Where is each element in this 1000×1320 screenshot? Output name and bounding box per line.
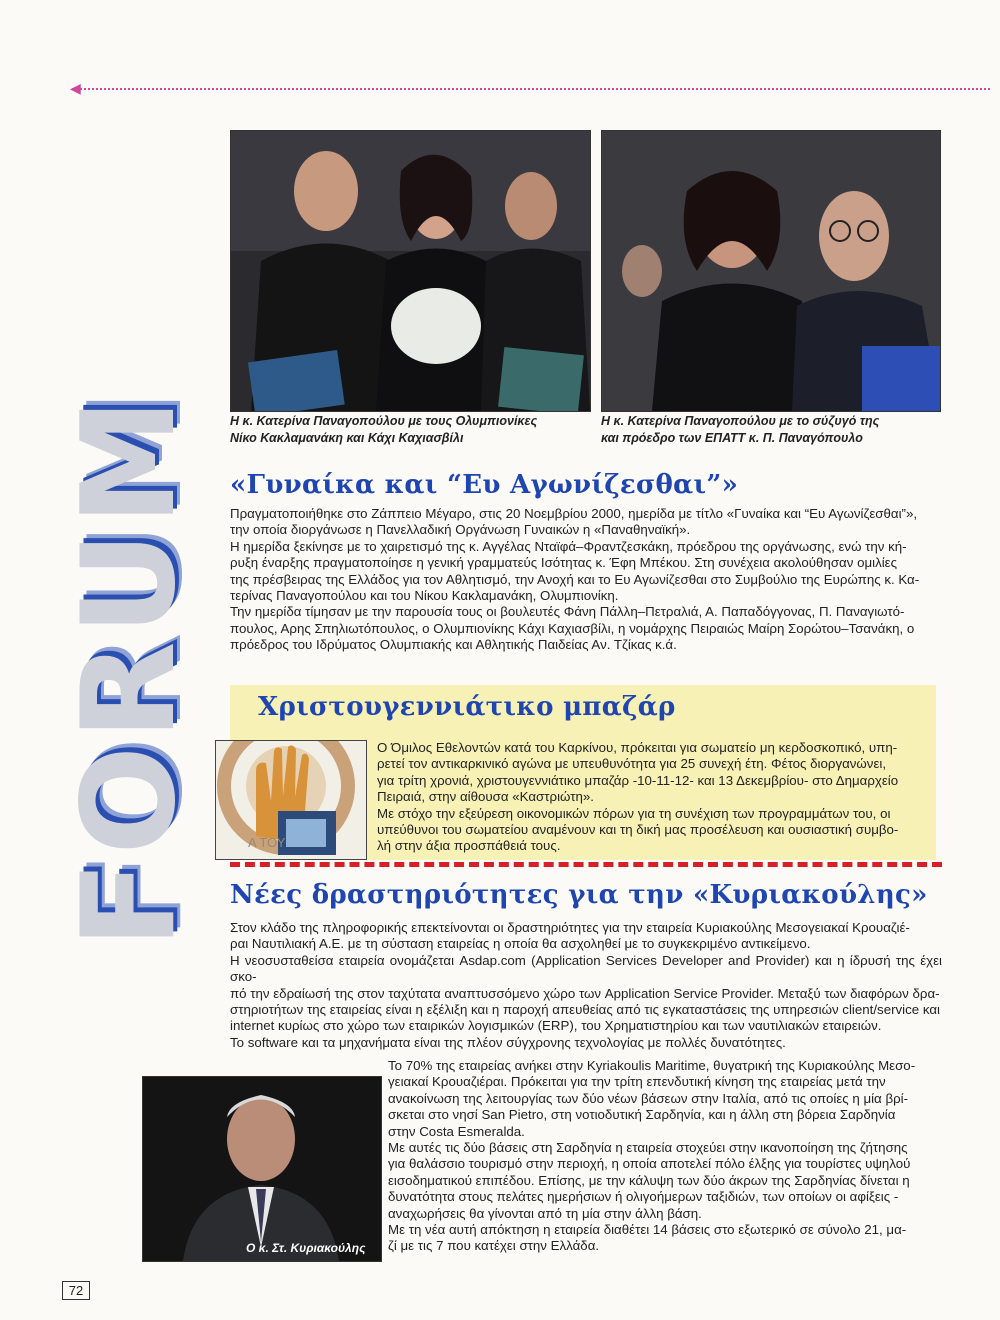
body-line: στην Costa Esmeralda.	[388, 1123, 525, 1139]
body-line: Ο Όμιλος Εθελοντών κατά του Καρκίνου, πρόκειται για σωματείο μη κερδοσκοπικό, υπη-	[377, 740, 898, 755]
body-line: αναχωρήσεις θα γίνονται από τη μία στην άλλη βάση.	[388, 1205, 702, 1221]
body-line: Με τη νέα αυτή απόκτηση η εταιρεία διαθέτει 14 βάσεις στο εξωτερικό σε σύνολο 21, μα-	[388, 1222, 907, 1238]
body-line: Την ημερίδα τίμησαν με την παρουσία τους οι βουλευτές Φάνη Πάλλη–Πετραλιά, Α. Παπαδόγγονας, Π. Παναγιωτό-	[230, 604, 905, 620]
article-3-body-continued	[388, 1058, 942, 1255]
caption-line: Η κ. Κατερίνα Παναγοπούλου με τους Ολυμπιονίκες	[230, 414, 538, 428]
body-line: την οποία διοργάνωσε η Πανελλαδική Οργάνωση Γυναικών η «Παναθηναϊκή».	[230, 522, 691, 538]
body-line: για θαλάσσιο τουρισμό στην περιοχή, η οποία αποτελεί πόλο έλξης για τουρίστες υψηλού	[388, 1156, 911, 1172]
body-line: υπεύθυνοι του σωματείου αναμένουν και τη δική μας προσέλευση και ουσιαστική συμβο-	[377, 822, 899, 838]
body-line: πρόεδρος του Ιδρύματος Ολυμπιακής και Αθλητικής Παιδείας Αν. Τζίκας κ.ά.	[230, 637, 677, 653]
body-line: ραι Ναυτιλιακή Α.Ε. με τη σύσταση εταιρείας η οποία θα ασχοληθεί με το συγκεκριμένο αντικείμενο.	[230, 936, 811, 952]
photo-caption-1	[230, 413, 600, 447]
body-line: για τρίτη χρονιά, χριστουγεννιάτικο μπαζάρ -10-11-12- και 13 Δεκεμβρίου- στο Δημαρχείο	[377, 772, 899, 788]
logo-text: Α ΤΟΥ	[248, 835, 286, 850]
page-number: 72	[62, 1281, 90, 1300]
article-1-body	[230, 506, 942, 654]
body-line: ρετεί τον αντικαρκινικό αγώνα με υπευθυνότητα για 25 συνεχή έτη. Φέτος διοργανώνει,	[377, 756, 887, 772]
photo-illustration	[143, 1077, 381, 1261]
article-3-title: Νέες δραστηριότητες για την «Κυριακούλης»	[230, 880, 928, 910]
photo-caption-2	[601, 413, 961, 447]
body-line: σκεται στο νησί San Pietro, στη νοτιοδυτική Σαρδηνία, και η άλλη στη βόρεια Σαρδηνία	[388, 1107, 896, 1123]
body-line: Με αυτές τις δύο βάσεις στη Σαρδηνία η εταιρεία στοχεύει στην ικανοποίηση της ζήτησης	[388, 1140, 908, 1156]
body-line: internet κυρίως στο χώρο των εταιρικών λογισμικών (ERP), του Χρηματιστηρίου και των ναυτιλιακών εταιρειών.	[230, 1018, 882, 1034]
article-2-title: Χριστουγεννιάτικο μπαζάρ	[258, 692, 676, 722]
photo-panagopoulou-olympians	[230, 130, 591, 412]
body-line: πουλος, Αρης Σπηλιωτόπουλος, ο Ολυμπιονίκης Κάχι Καχιασβίλι, η νομάρχης Πειραιώς Μαίρη Σορώτου–Τσανάκη, ο	[230, 620, 915, 636]
body-line: Η ημερίδα ξεκίνησε με το χαιρετισμό της κ. Αγγέλας Νταϊφά–Φραντζεσκάκη, πρόεδρου της οργάνωσης, ενώ την κή-	[230, 538, 907, 554]
body-line: της πρέσβειρας της Ελλάδος για τον Αθλητισμό, την Ανοχή και το Ευ Αγωνίζεσθαι στο Συμβούλιο της Ευρώπης κ. Κα-	[230, 571, 920, 587]
caption-line: Η κ. Κατερίνα Παναγοπούλου με το σύζυγό της	[601, 414, 880, 428]
body-line: Το 70% της εταιρείας ανήκει στην Kyriakoulis Maritime, θυγατρική της Κυριακούλης Μεσο-	[388, 1058, 916, 1073]
body-line: τερίνας Παναγοπούλου και του Νίκου Κακλαμανάκη, Ολυμπιονίκη.	[230, 588, 619, 604]
photo-illustration	[602, 131, 940, 411]
body-line: εισοδηματικού επιπέδου. Επίσης, με την κάλυψη των δύο άκρων της Σαρδηνίας δίνεται η	[388, 1172, 910, 1188]
body-line: λή στην άξια προσπάθειά τους.	[377, 838, 561, 854]
article-3-body	[230, 920, 942, 1051]
photo-caption-3: Ο κ. Στ. Κυριακούλης	[246, 1241, 366, 1255]
body-line: ανακοίνωση της λειτουργίας των δύο νέων βάσεων στην Ιταλία, από τις οποίες η μία βρί-	[388, 1090, 909, 1106]
caption-line: και πρόεδρο των ΕΠΑΤΤ κ. Π. Παναγόπουλο	[601, 431, 863, 445]
cancer-volunteers-logo	[215, 740, 367, 860]
body-line: Με στόχο την εξεύρεση οικονομικών πόρων για τη συνέχιση των προγραμμάτων του, οι	[377, 805, 891, 821]
arrow-left-icon: ◀	[70, 80, 81, 96]
body-line: Το software και τα μηχανήματα είναι της πλέον σύγχρονης τεχνολογίας με πολλές δυνατότητες.	[230, 1034, 786, 1050]
body-line: δυνατότητα στους πελάτες ημερήσιων ή ολιγοήμερων ταξιδιών, των οποίων οι αφίξεις -	[388, 1189, 899, 1205]
body-line: ρυξη έναρξης πραγματοποίησε η γενική γραμματεύς Ισότητας κ. Έφη Μπέκου. Στη συνέχεια ακολούθησαν ομιλίες	[230, 555, 898, 571]
body-line: στηριοτήτων της εταιρείας είναι η εξέλιξη και η παροχή απευθείας από τις εγκαταστάσεις της υπηρεσιών client/service και	[230, 1002, 940, 1018]
caption-line: Νίκο Κακλαμανάκη και Κάχι Καχιασβίλι	[230, 431, 464, 445]
photo-kyriakoulis	[142, 1076, 382, 1262]
body-line: Στον κλάδο της πληροφορικής επεκτείνονται οι δραστηριότητες για την εταιρεία Κυριακούλης Μεσογειακαί Κρουαζιέ-	[230, 920, 910, 935]
article-1-title: «Γυναίκα και “Ευ Αγωνίζεσθαι”»	[230, 470, 739, 500]
photo-illustration	[231, 131, 590, 411]
body-line: Η νεοσυσταθείσα εταιρεία ονομάζεται Asdap.com (Application Services Developer and Provider) και η ίδρυσή της έχει σκο-	[230, 952, 942, 985]
body-line: ζί με τις 7 που κατέχει στην Ελλάδα.	[388, 1238, 600, 1254]
body-line: πό την εδραίωσή της στον ταχύτατα αναπτυσσόμενο χώρο των Application Service Provider. Μεταξύ των διαφόρων δρα-	[230, 985, 940, 1001]
body-line: γειακαί Κρουαζιέραι. Πρόκειται για την τρίτη επενδυτική κίνηση της εταιρείας μετά την	[388, 1074, 886, 1090]
top-dotted-rule	[72, 88, 990, 90]
article-2-body	[377, 740, 929, 855]
section-label-forum: FORUM	[55, 391, 204, 949]
red-dashed-divider	[230, 862, 942, 867]
body-line: Πειραιά, στην αίθουσα «Καστριώτη».	[377, 789, 594, 805]
photo-panagopoulou-husband	[601, 130, 941, 412]
body-line: Πραγματοποιήθηκε στο Ζάππειο Μέγαρο, στις 20 Νοεμβρίου 2000, ημερίδα με τίτλο «Γυναίκα και “Ευ Αγωνίζεσθαι”»,	[230, 506, 918, 521]
logo-illustration	[216, 741, 366, 859]
